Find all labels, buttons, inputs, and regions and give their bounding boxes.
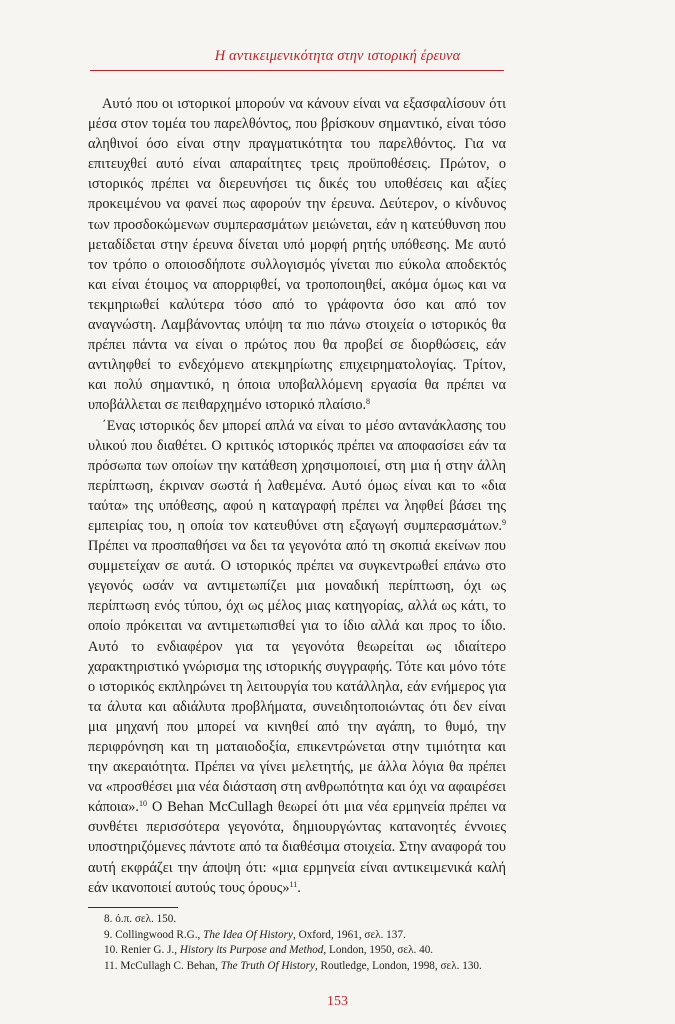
footnote-title: History its Purpose and Method: [179, 944, 324, 957]
paragraph-1-text: Αυτό που οι ιστορικοί μπορούν να κάνουν είναι να εξασφαλίσουν ότι μέσα στον τομέα του παρελθόντος, που βρίσκουν σημαντικό, είναι τόσο αληθινοί όσο είναι στην πραγματικότητα του παρελθόντος. Για να επιτευχθεί αυτό είναι απαραίτητες τρεις προϋποθέσεις. Πρώτον, ο ιστορικός πρέπει να διερευνήσει τις δικές του υποθέσεις και αξίες προκειμένου να φανεί πως αφορούν την έρευνα. Δεύτερον, ο κίνδυνος των προσδοκώμενων συμπερασμάτων μειώνεται, εάν η κατεύθυνση που μεταδίδεται στην έρευνα δίνεται υπό μορφή ρητής υπόθεσης. Με αυτό τον τρόπο ο οποιοσδήποτε συλλογισμός γίνεται πιο εύκολα αποδεκτός και είναι έτοιμος να απορριφθεί, να τροποποιηθεί, ακόμα όμως και να τεκμηριωθεί καλύτερα τόσο από το γράφοντα όσο και από τον αναγνώστη. Λαμβάνοντας υπόψη τα πιο πάνω στοιχεία ο ιστορικός θα πρέπει πάντα να είναι ο πρώτος που θα προβεί σε διορθώσεις, εάν αντιληφθεί το ενδεχόμενο ατεκμηρίωτης επιχειρηματολογίας. Τρίτον, και πολύ σημαντικό, η όποια υποβαλλόμενη εργασία θα πρέπει να υποβάλλεται σε πειθαρχημένο ιστορικό πλαίσιο.: [88, 96, 506, 414]
footnote-number: 11.: [104, 960, 118, 973]
footnote-number: 9.: [104, 928, 113, 941]
footnote-title: The Truth Of History: [220, 960, 315, 973]
footnote-ref-11[interactable]: 11: [289, 879, 298, 889]
footnote-details: , London, 1950, σελ. 40.: [323, 944, 434, 957]
footnote-ref-8[interactable]: 8: [366, 397, 371, 407]
footnote-details: , Routledge, London, 1998, σελ. 130.: [314, 960, 482, 973]
paragraph-1: [88, 94, 506, 416]
footnote-title: The Idea Of History: [203, 928, 293, 941]
page-number: 153: [327, 994, 348, 1009]
footnote-number: 10.: [104, 944, 118, 957]
running-head-rule: [90, 70, 504, 71]
footnote-ref-10[interactable]: 10: [139, 799, 147, 809]
footnote-author: Collingwood R.G.,: [115, 928, 204, 941]
footnote-10: [104, 943, 524, 959]
paragraph-2-text-d: .: [297, 879, 301, 896]
footnotes: [104, 912, 524, 975]
footnote-9: [104, 928, 524, 944]
paragraph-2: [88, 416, 506, 898]
paragraph-2-text-b: Πρέπει να προσπαθήσει να δει τα γεγονότα από τη σκοπιά εκείνων που συμμετείχαν σε αυτά. Ο ιστορικός πρέπει να συγκεντρωθεί επάνω στο γεγονός ωσάν να αντιμετωπίζει μια μοναδική περίπτωση, όχι ως περίπτωση ενός τύπου, όχι ως μέλος μιας κατηγορίας, αλλά ως κάτι, το οποίο πρόκειται να αντιμετωπισθεί για το ίδιο αλλά και προς το ίδιο. Αυτό το ενδιαφέρον για τα γεγονότα θεωρείται ως ιδιαίτερο χαρακτηριστικό γνώρισμα της ιστορικής συγγραφής. Τότε και μόνο τότε ο ιστορικός εκπληρώνει τη λειτουργία του κατάλληλα, εάν ενήμερος για τα άλυτα και αδιάλυτα προβλήματα, συνειδητοποιώντας ότι δεν είναι μια μηχανή που μπορεί να κινηθεί από την αγάπη, το θυμό, την περιφρόνηση και τη ματαιοδοξία, επικεντρώνεται στην τιμιότητα και την ακεραιότητα. Πρέπει να γίνει μελετητής, με άλλα λόγια θα πρέπει να «προσθέσει μια νέα διάσταση στη ανθρωπότητα και όχι να αφαιρέσει κάποια».: [88, 538, 506, 816]
footnote-ref-9[interactable]: 9: [502, 517, 506, 527]
footnote-details: , Oxford, 1961, σελ. 137.: [292, 928, 406, 941]
footnote-author: Renier G. J.,: [120, 944, 180, 957]
footnote-11: [104, 959, 524, 975]
running-head: Η αντικειμενικότητα στην ιστορική έρευνα: [214, 48, 461, 64]
footnote-text: ό.π. σελ. 150.: [115, 913, 177, 925]
body-text: [88, 94, 506, 898]
footnote-number: 8.: [104, 913, 113, 925]
paragraph-2-text-a: ΄Ενας ιστορικός δεν μπορεί απλά να είναι το μέσο αντανάκλασης του υλικού που διαθέτει. Ο κριτικός ιστορικός πρέπει να αποφασίσει εάν τα πρόσωπα των οποίων την κατάθεση χρησιμοποιεί, στη μια ή στην άλλη περίπτωση, έκριναν σωστά ή λαθεμένα. Αυτό όμως είναι και το «δια ταύτα» της υπόθεσης, αφού η καταγραφή πρέπει να ληφθεί βάσει της εμπειρίας του, η οποία τον κατευθύνει στη εξαγωγή συμπερασμάτων.: [88, 417, 506, 534]
footnote-author: McCullagh C. Behan,: [120, 960, 221, 973]
footnote-rule: [88, 907, 178, 908]
footnote-8: [104, 912, 524, 928]
paragraph-2-text-c: Ο Behan McCullagh θεωρεί ότι μια νέα ερμηνεία πρέπει να συνθέτει περισσότερα γεγονότα, δημιουργώντας κατανοητές έννοιες υποστηριζόμενες πάντοτε από τα διαθέσιμα στοιχεία. Στην αναφορά του αυτή εκφράζει την άποψη ότι: «μια ερμηνεία είναι αντικειμενικά καλή εάν ικανοποιεί αυτούς τους όρους»: [88, 799, 506, 896]
